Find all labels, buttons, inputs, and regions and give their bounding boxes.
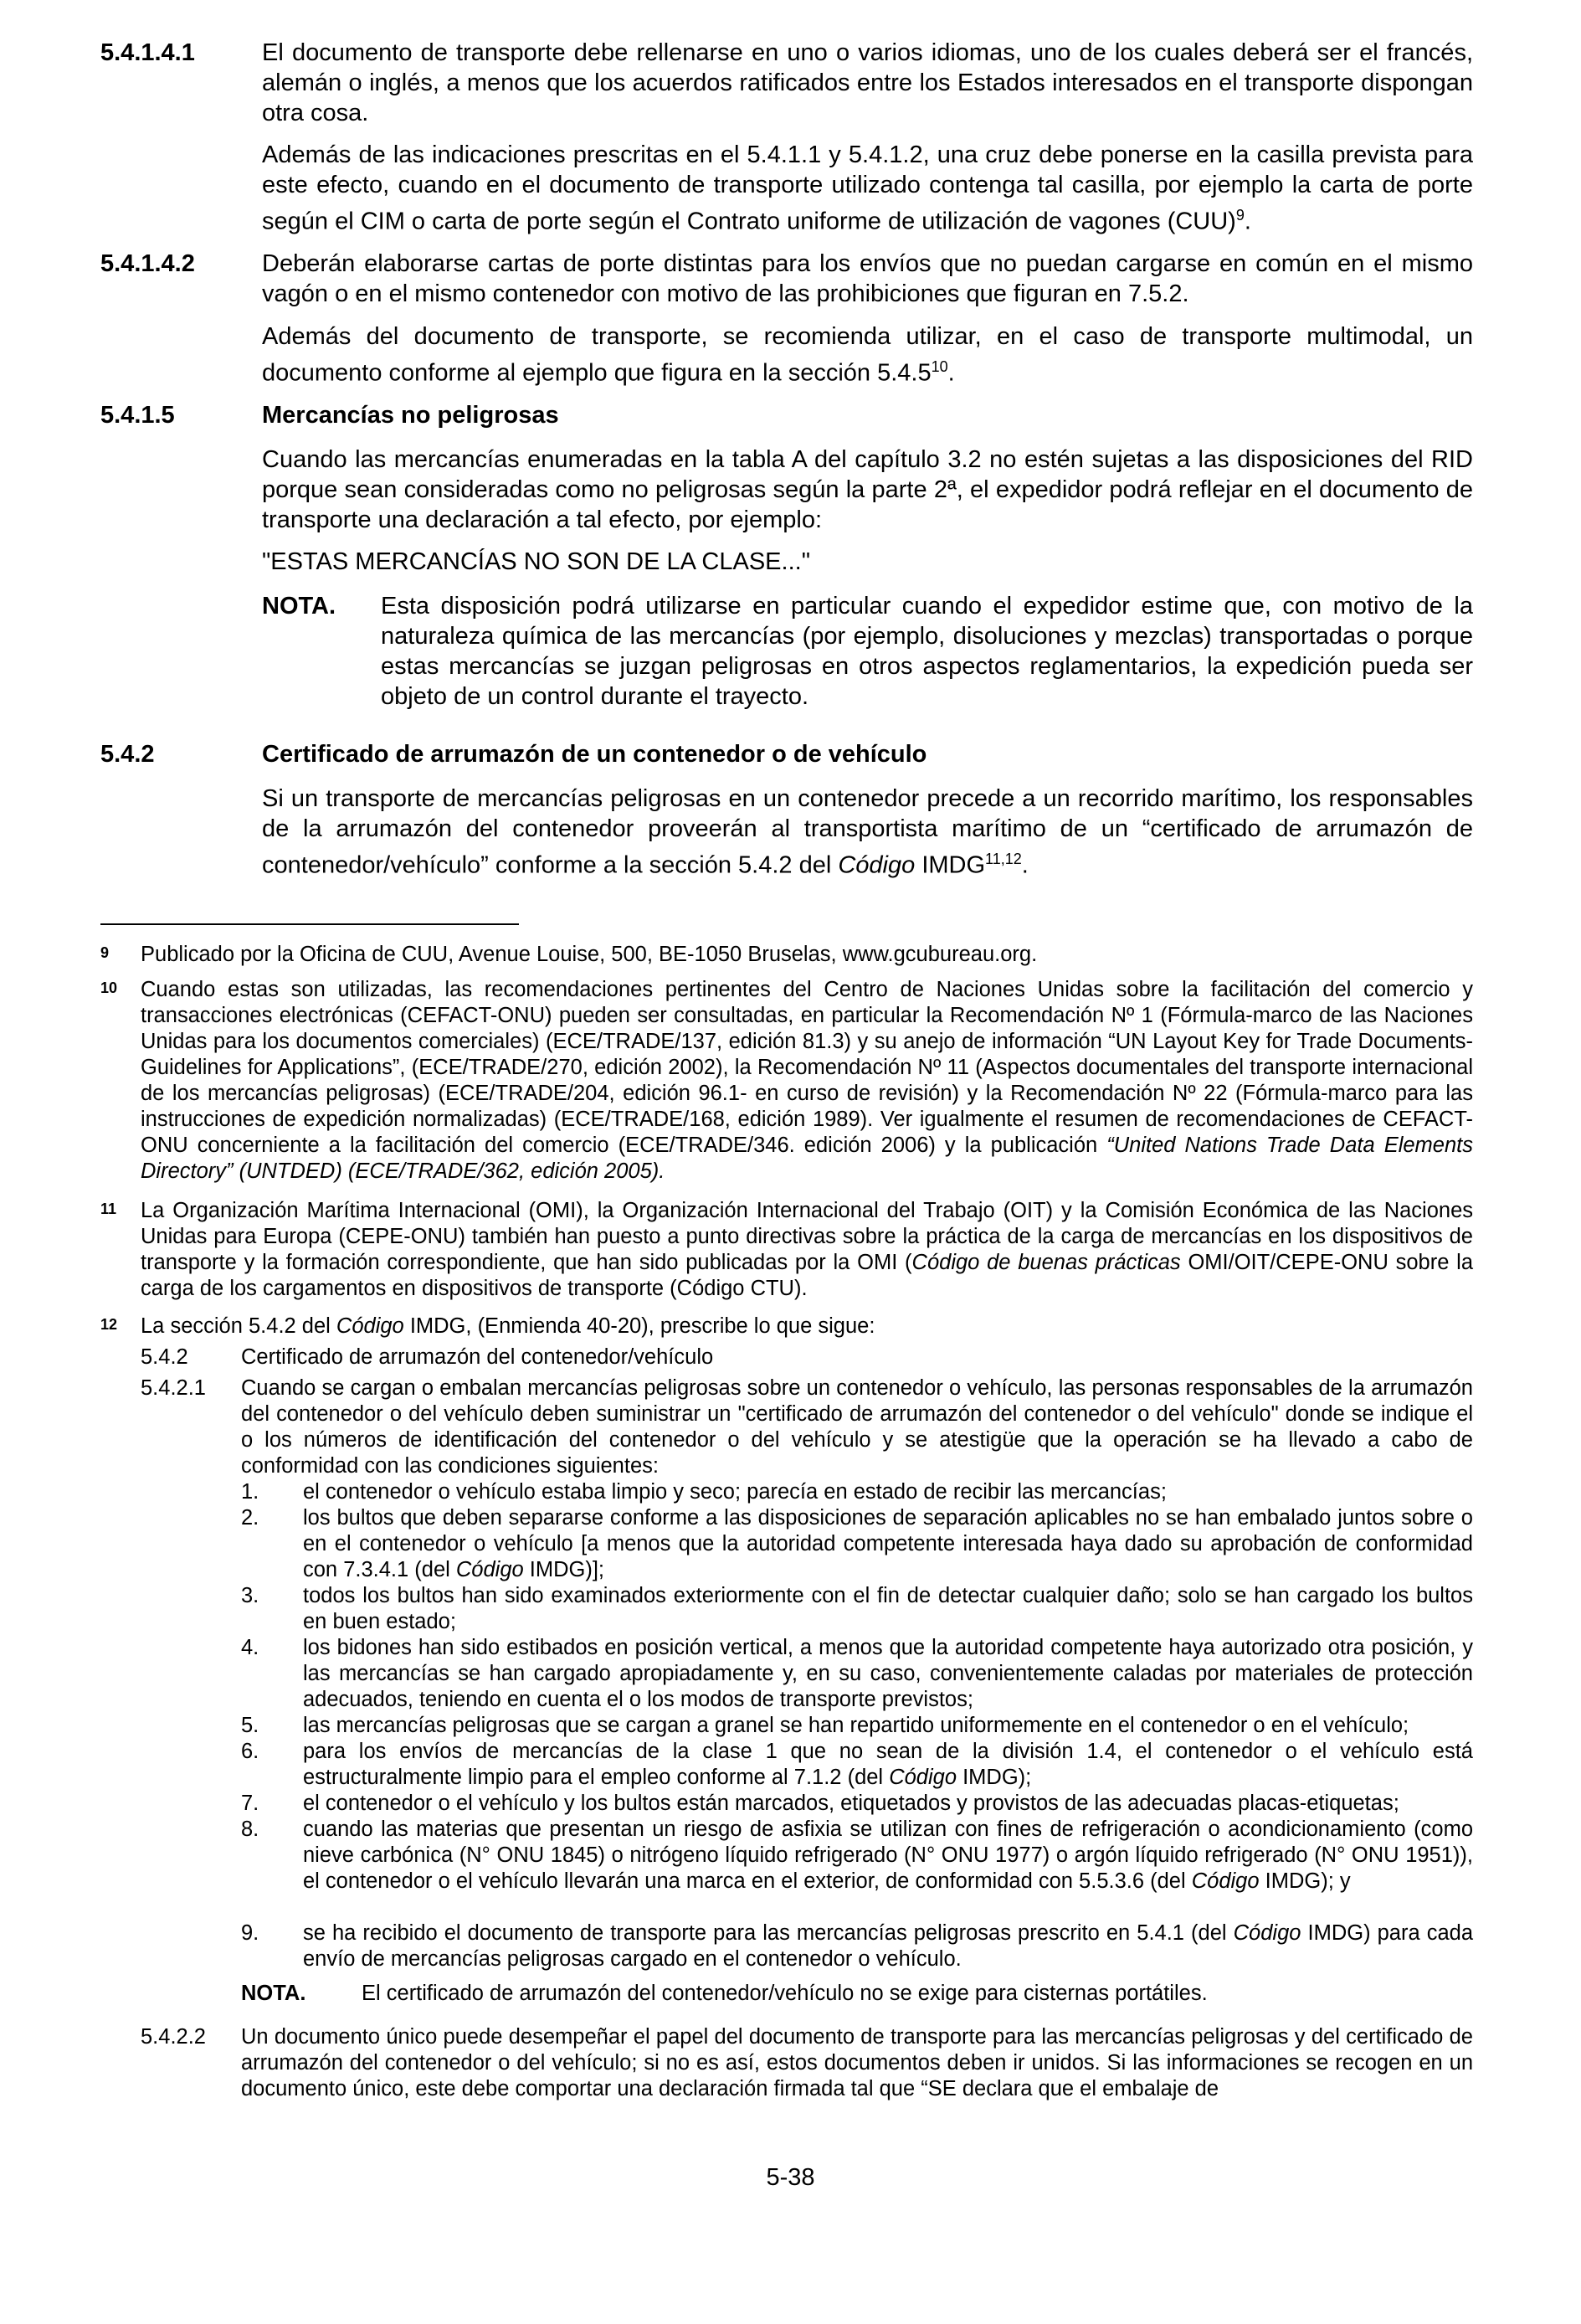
- section-heading: Mercancías no peligrosas: [262, 402, 559, 429]
- section-heading: Certificado de arrumazón de un contenedor o de vehículo: [262, 741, 927, 768]
- nota-label: NOTA.: [262, 593, 336, 620]
- list-number: 1.: [241, 1480, 259, 1504]
- list-item: las mercancías peligrosas que se cargan a granel se han repartido uniformemente en el contenedor o en el vehículo;: [303, 1714, 1409, 1737]
- footnote-number: 10: [100, 979, 118, 996]
- nota-text: El certificado de arrumazón del contenedor/vehículo no se exige para cisternas portátiles.: [362, 1982, 1208, 2005]
- list-item: el contenedor o el vehículo y los bultos están marcados, etiquetados y provistos de las adecuadas placas-etiquetas;: [303, 1792, 1399, 1815]
- section-number: 5.4.1.4.1: [100, 39, 195, 66]
- list-number: 7.: [241, 1792, 259, 1815]
- section-number: 5.4.2: [100, 741, 155, 768]
- footnote-number: 11: [100, 1201, 117, 1217]
- footnote-number: 12: [100, 1316, 118, 1333]
- paragraph: Además de las indicaciones prescritas en el 5.4.1.1 y 5.4.1.2, una cruz debe ponerse en la casilla prevista para este efecto, cuando en el documento de transporte utilizado contenga tal casilla, por ejemplo la carta de porte según el CIM o carta de porte según el Contrato uniforme de utilización de vagones (CUU)$^9$.: [262, 141, 1473, 235]
- nota-label: NOTA.: [241, 1982, 306, 2005]
- footnote-text: La Organización Marítima Internacional (OMI), la Organización Internacional del Trabajo (OIT) y la Comisión Económica de las Naciones Unidas para Europa (CEPE-ONU) también han puesto a punto directivas sobre la práctica de la carga de mercancías en los dispositivos de transporte y la formación correspondiente, que han sido publicadas por la OMI (Código de buenas prácticas OMI/OIT/CEPE-ONU sobre la carga de los cargamentos en dispositivos de transporte (Código CTU).: [141, 1199, 1474, 1300]
- list-item: para los envíos de mercancías de la clase 1 que no sean de la división 1.4, el contenedor o el vehículo está estructuralmente limpio para el empleo conforme al 7.1.2 (del Código IMDG);: [303, 1740, 1473, 1789]
- subsection-text: Cuando se cargan o embalan mercancías peligrosas sobre un contenedor o vehículo, las personas responsables de la arrumazón del contenedor o del vehículo deben suministrar un "certificado de arrumazón del contenedor o del vehículo" donde se indique el o los números de identificación del contenedor o del vehículo y se atestigüe que la operación se ha llevado a cabo de conformidad con las condiciones siguientes:: [241, 1376, 1473, 1478]
- subsection-number: 5.4.2.2: [141, 2025, 206, 2049]
- footnote-intro: La sección 5.4.2 del Código IMDG, (Enmienda 40-20), prescribe lo que sigue:: [141, 1314, 875, 1338]
- footnote-ref: 9: [1235, 207, 1245, 224]
- footnote-ref: 11,12: [985, 851, 1022, 867]
- subsection-number: 5.4.2.1: [141, 1376, 206, 1400]
- paragraph: Deberán elaborarse cartas de porte distintas para los envíos que no puedan cargarse en común en el mismo vagón o en el mismo contenedor con motivo de las prohibiciones que figuran en 7.5.2.: [262, 250, 1473, 307]
- list-number: 3.: [241, 1584, 259, 1607]
- quote: "ESTAS MERCANCÍAS NO SON DE LA CLASE...": [262, 548, 810, 575]
- list-item: cuando las materias que presentan un riesgo de asfixia se utilizan con fines de refrigeración o acondicionamiento (como nieve carbónica (N° ONU 1845) o nitrógeno líquido refrigerado (N° ONU 1977) o argón líquido refrigerado (N° ONU 1951)), el contenedor o el vehículo llevarán una marca en el exterior, de conformidad con 5.5.3.6 (del Código IMDG); y: [303, 1818, 1473, 1893]
- list-number: 8.: [241, 1818, 259, 1841]
- paragraph: El documento de transporte debe rellenarse en uno o varios idiomas, uno de los cuales deberá ser el francés, alemán o inglés, a menos que los acuerdos ratificados entre los Estados interesados en el transporte dispongan otra cosa.: [262, 39, 1473, 126]
- subsection-number: 5.4.2: [141, 1345, 188, 1369]
- footnote-ref: 10: [931, 358, 948, 375]
- list-item: se ha recibido el documento de transporte para las mercancías peligrosas prescrito en 5.4.1 (del Código IMDG) para cada envío de mercancías peligrosas cargado en el contenedor o vehículo.: [303, 1921, 1473, 1971]
- footnote-text: Cuando estas son utilizadas, las recomendaciones pertinentes del Centro de Naciones Unidas sobre la facilitación del comercio y transacciones electrónicas (CEFACT-ONU) pueden ser consultadas, en particular la Recomendación Nº 1 (Fórmula-marco de las Naciones Unidas para los documentos comerciales) (ECE/TRADE/137, edición 81.3) y su anejo de información “UN Layout Key for Trade Documents- Guidelines for Applications”, (ECE/TRADE/270, edición 2002), la Recomendación Nº 11 (Aspectos documentales del transporte internacional de los mercancías peligrosas) (ECE/TRADE/204, edición 96.1- en curso de revisión) y la Recomendación Nº 22 (Fórmula-marco para las instrucciones de expedición normalizadas) (ECE/TRADE/168, edición 1989). Ver igualmente el resumen de recomendaciones de CEFACT-ONU concerniente a la facilitación del comercio (ECE/TRADE/346. edición 2006) y la publicación “United Nations Trade Data Elements Directory” (UNTDED) (ECE/TRADE/362, edición 2005).: [141, 978, 1473, 1183]
- list-number: 6.: [241, 1740, 259, 1763]
- list-number: 2.: [241, 1506, 259, 1530]
- footnote-number: 9: [100, 944, 110, 961]
- list-item: los bultos que deben separarse conforme a las disposiciones de separación aplicables no se han embalado juntos sobre o en el contenedor o vehículo [a menos que la autoridad competente interesada haya dado su aprobación de conformidad con 7.3.4.1 (del Código IMDG)];: [303, 1506, 1473, 1581]
- paragraph: Además del documento de transporte, se recomienda utilizar, en el caso de transporte multimodal, un documento conforme al ejemplo que figura en la sección 5.4.5$^{10}$.: [262, 323, 1473, 387]
- list-number: 4.: [241, 1636, 259, 1659]
- section-number: 5.4.1.5: [100, 402, 175, 429]
- subsection-title: Certificado de arrumazón del contenedor/vehículo: [241, 1345, 714, 1369]
- paragraph: Cuando las mercancías enumeradas en la tabla A del capítulo 3.2 no estén sujetas a las disposiciones del RID porque sean consideradas como no peligrosas según la parte 2ª, el expedidor podrá reflejar en el documento de transporte una declaración a tal efecto, por ejemplo:: [262, 446, 1473, 533]
- paragraph: Si un transporte de mercancías peligrosas en un contenedor precede a un recorrido marítimo, los responsables de la arrumazón del contenedor proveerán al transportista marítimo de un “certificado de arrumazón de contenedor/vehículo” conforme a la sección 5.4.2 del Código IMDG$^{11,12}$.: [262, 785, 1473, 879]
- footnote-separator: [100, 923, 519, 925]
- section-number: 5.4.1.4.2: [100, 250, 195, 277]
- list-number: 9.: [241, 1921, 259, 1945]
- page-number: 5-38: [766, 2164, 815, 2191]
- subsection-text: Un documento único puede desempeñar el papel del documento de transporte para las mercancías peligrosas y del certificado de arrumazón del contenedor o del vehículo; si no es así, estos documentos deben ir unidos. Si las informaciones se recogen en un documento único, este debe comportar una declaración firmada tal que “SE declara que el embalaje de: [241, 2025, 1473, 2100]
- nota-text: Esta disposición podrá utilizarse en particular cuando el expedidor estime que, con motivo de la naturaleza química de las mercancías (por ejemplo, disoluciones y mezclas) transportadas o porque estas mercancías se juzgan peligrosas en otros aspectos reglamentarios, la expedición pueda ser objeto de un control durante el trayecto.: [381, 593, 1473, 710]
- list-number: 5.: [241, 1714, 259, 1737]
- list-item: los bidones han sido estibados en posición vertical, a menos que la autoridad competente haya autorizado otra posición, y las mercancías se han cargado apropiadamente y, en su caso, convenientemente caladas por materiales de protección adecuados, teniendo en cuenta el o los modos de transporte previstos;: [303, 1636, 1473, 1711]
- list-item: todos los bultos han sido examinados exteriormente con el fin de detectar cualquier daño; solo se han cargado los bultos en buen estado;: [303, 1584, 1473, 1633]
- list-item: el contenedor o vehículo estaba limpio y seco; parecía en estado de recibir las mercancías;: [303, 1480, 1167, 1504]
- footnote-text: Publicado por la Oficina de CUU, Avenue Louise, 500, BE-1050 Bruselas, www.gcubureau.org.: [141, 943, 1038, 966]
